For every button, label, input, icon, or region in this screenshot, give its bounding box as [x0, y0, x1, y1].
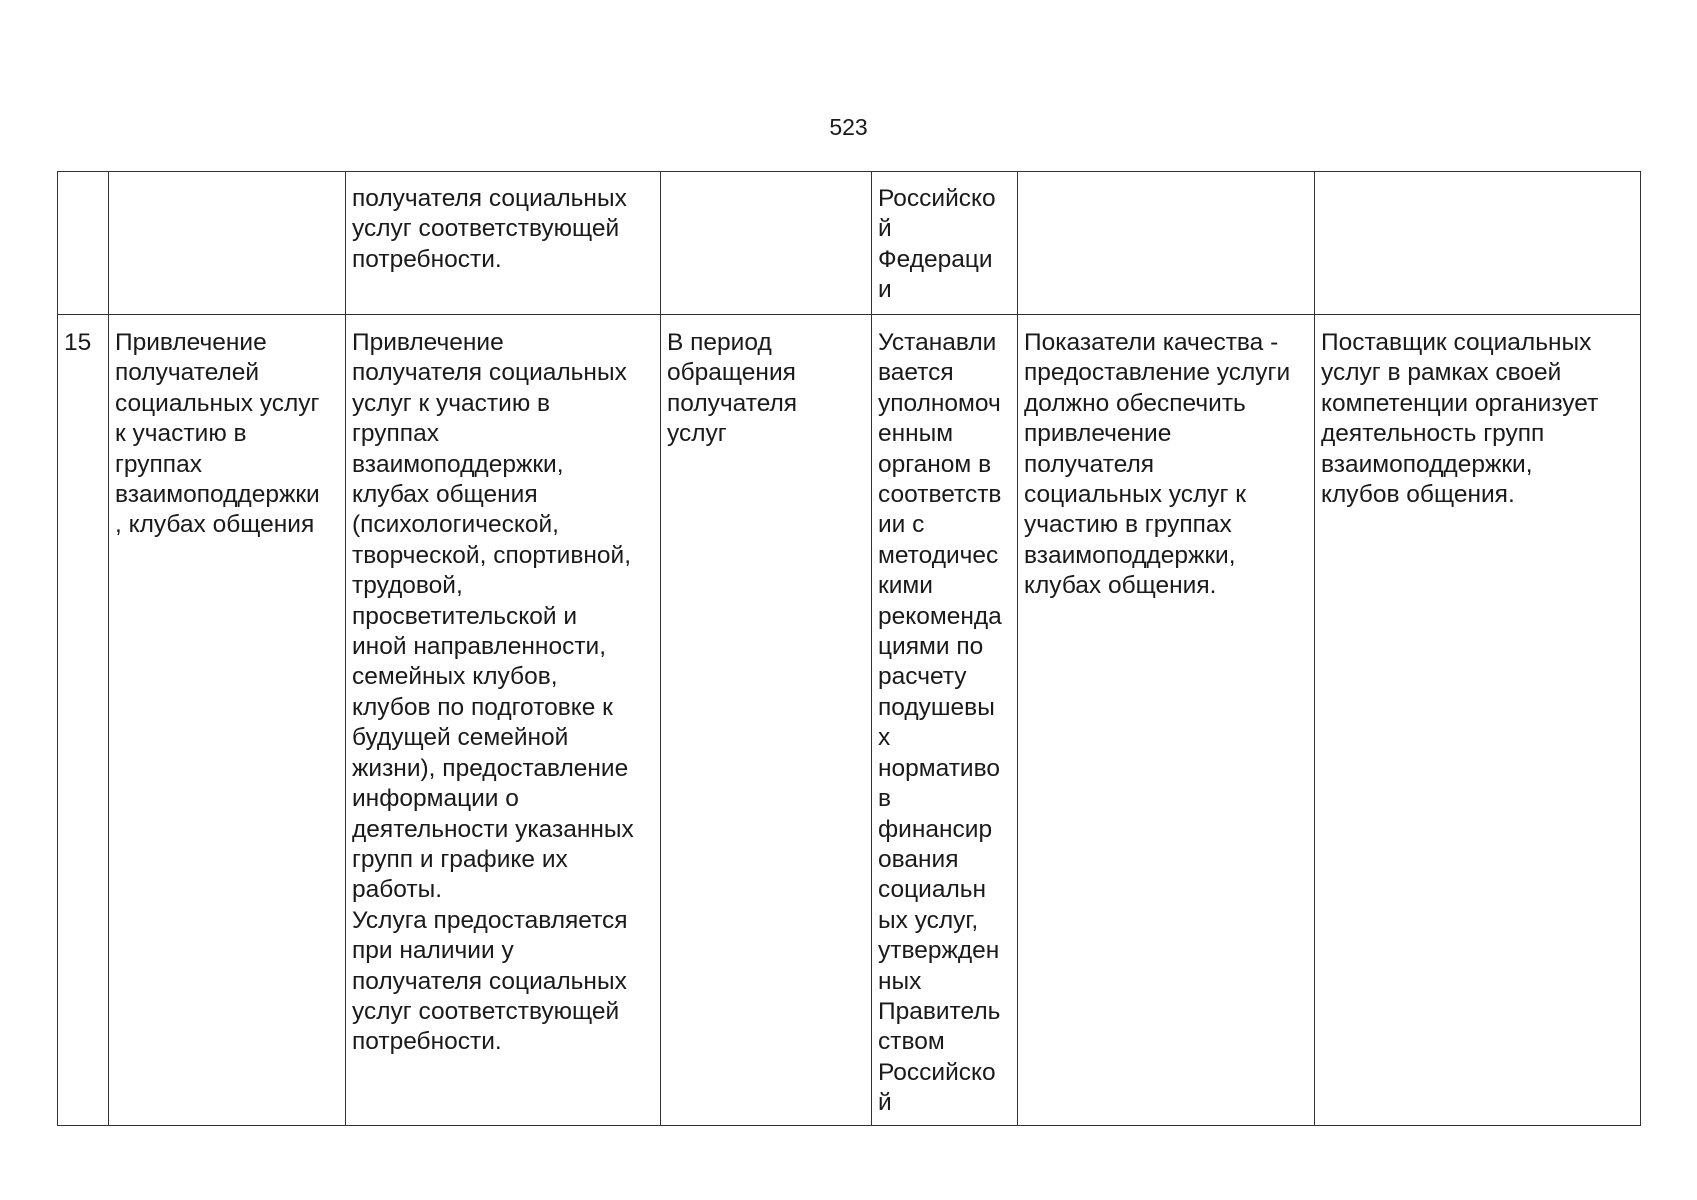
- cell-service-tariff: Российско й Федераци и: [872, 172, 1018, 315]
- page-number: 523: [829, 114, 868, 140]
- cell-service-tariff: Устанавли вается уполномоч енным органом в соответств ии с методичес кими рекоменда циями по расчету подушевы х нормативо в финансир ования социальн ых услуг, утвержден ных Правитель ством Российско й: [872, 315, 1018, 1126]
- cell-service-period: В период обращения получателя услуг: [661, 315, 872, 1126]
- cell-service-period: [661, 172, 872, 315]
- table-row-continuation: [58, 172, 1641, 315]
- cell-number: 15: [58, 315, 109, 1126]
- services-table: [57, 171, 1641, 1126]
- table-row-15: [58, 315, 1641, 1126]
- cell-quality-indicators: Показатели качества - предоставление услуги должно обеспечить привлечение получателя социальных услуг к участию в группах взаимоподдержки, клубах общения.: [1018, 315, 1315, 1126]
- cell-provision-conditions: Поставщик социальных услуг в рамках своей компетенции организует деятельность групп взаимоподдержки, клубов общения.: [1315, 315, 1641, 1126]
- cell-service-name: Привлечение получателей социальных услуг к участию в группах взаимоподдержки , клубах общения: [109, 315, 346, 1126]
- cell-quality-indicators: [1018, 172, 1315, 315]
- cell-service-description: Привлечение получателя социальных услуг к участию в группах взаимоподдержки, клубах общения (психологической, творческой, спортивной, трудовой, просветительской и иной направленности, семейных клубов, клубов по подготовке к будущей семейной жизни), предоставление информации о деятельности указанных групп и графике их работы. Услуга предоставляется при наличии у получателя социальных услуг соответствующей потребности.: [346, 315, 661, 1126]
- cell-service-name: [109, 172, 346, 315]
- cell-number: [58, 172, 109, 315]
- cell-provision-conditions: [1315, 172, 1641, 315]
- cell-service-description: получателя социальных услуг соответствующей потребности.: [346, 172, 661, 315]
